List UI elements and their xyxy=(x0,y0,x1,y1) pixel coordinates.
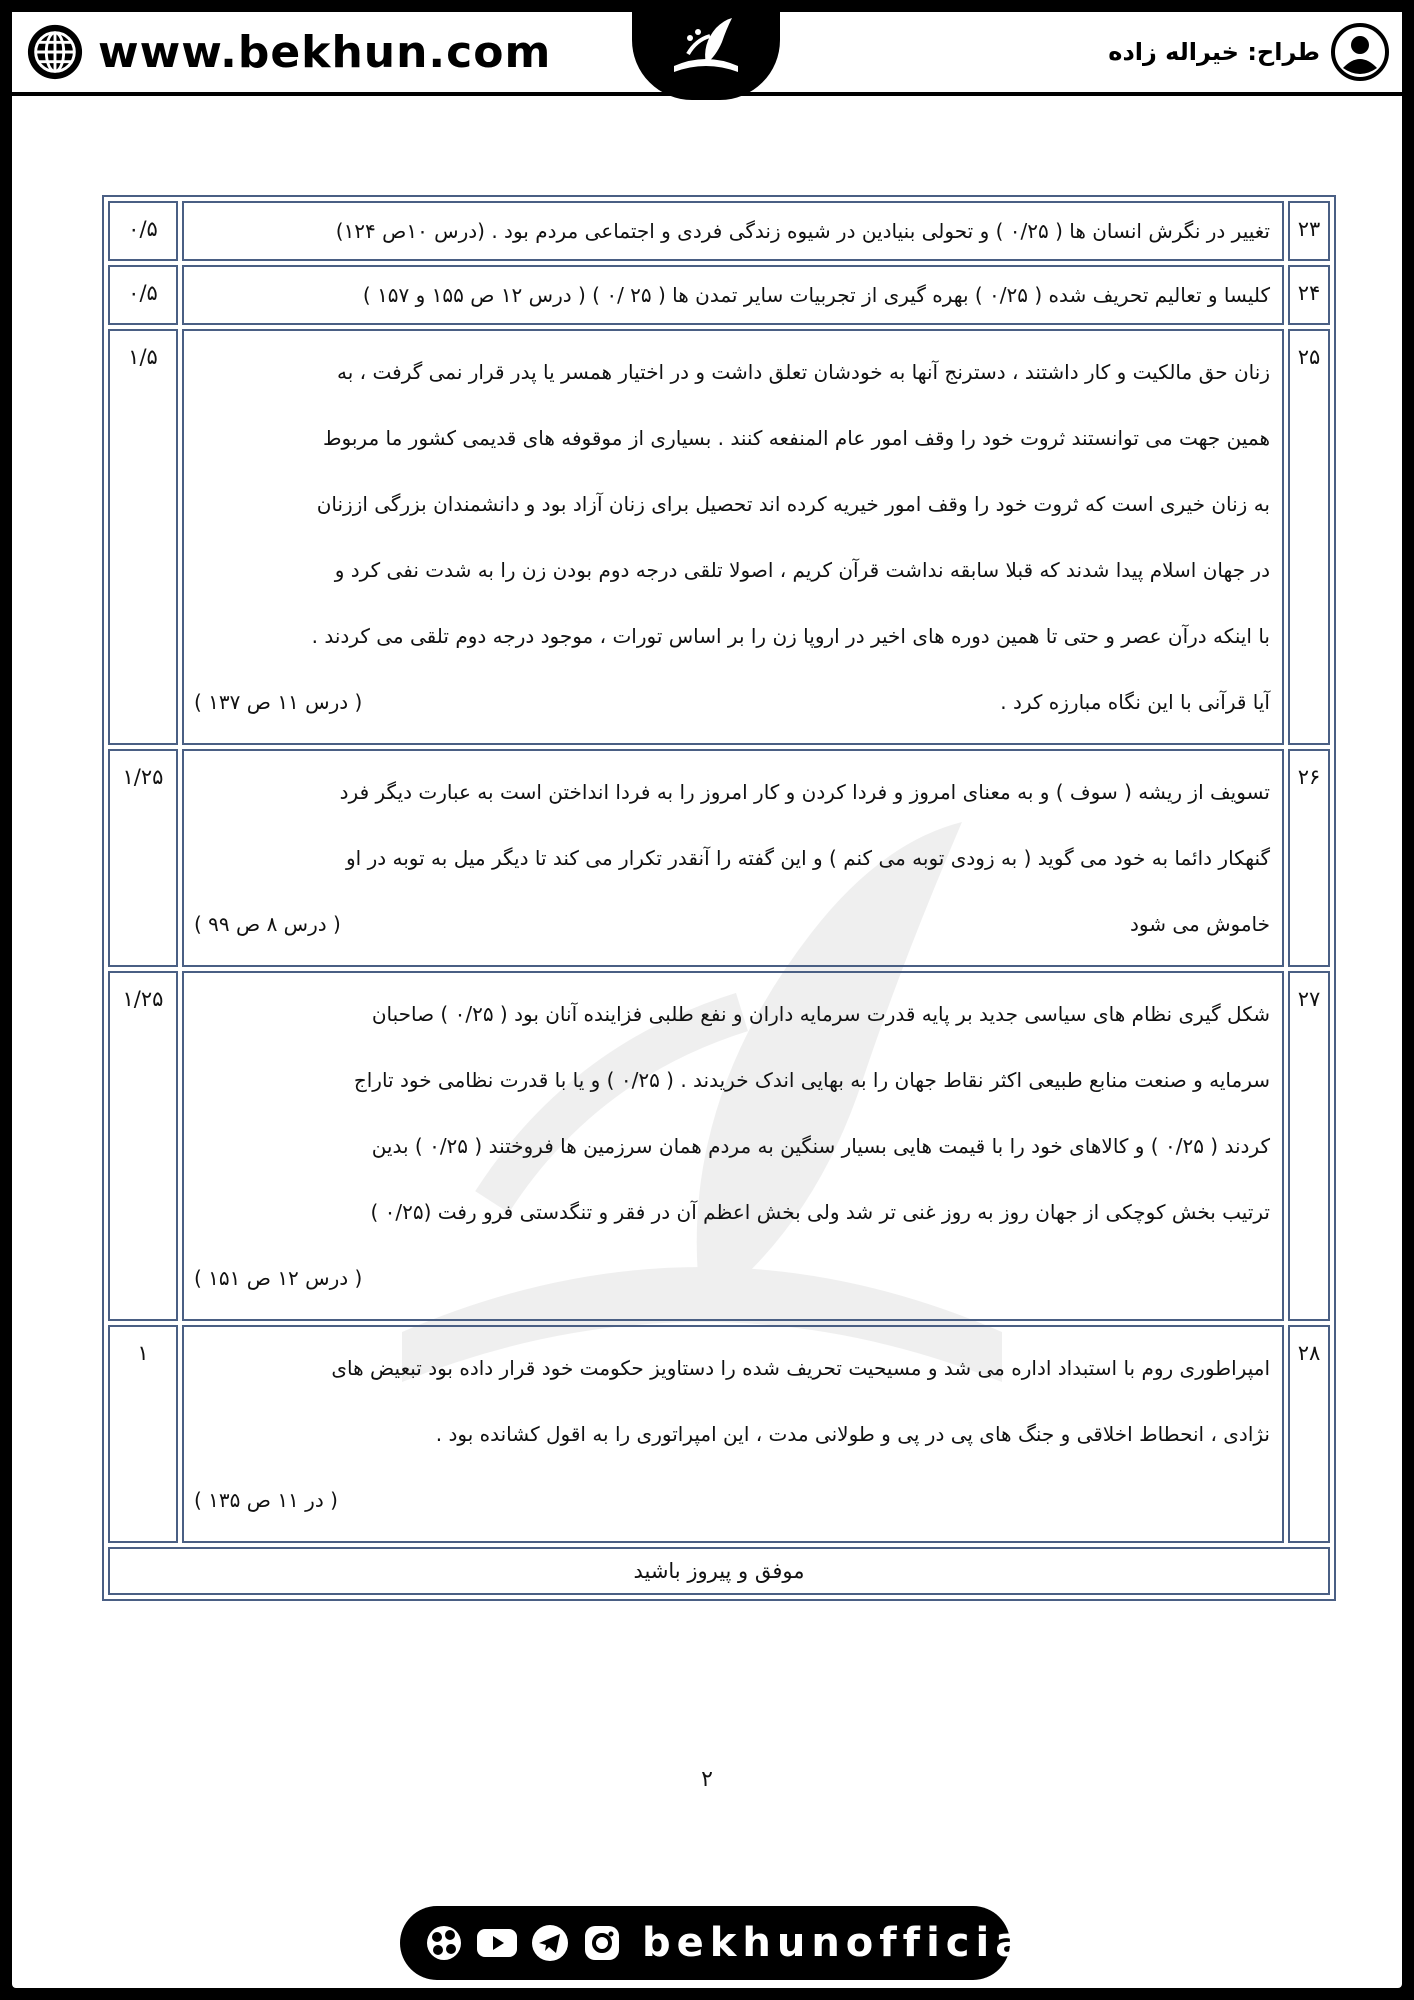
social-bar xyxy=(400,1906,1048,1980)
user-avatar-icon xyxy=(1330,22,1390,82)
header xyxy=(12,12,1402,96)
book-logo-icon xyxy=(666,14,746,86)
question-number: ۲۴ xyxy=(1288,265,1330,325)
page xyxy=(12,12,1402,1988)
instagram-icon[interactable] xyxy=(580,1921,624,1965)
answer-line: آیا قرآنی با این نگاه مبارزه کرد . xyxy=(1000,690,1270,714)
table-row xyxy=(108,329,1330,745)
question-number: ۲۵ xyxy=(1288,329,1330,745)
answer-line: کلیسا و تعالیم تحریف شده ( ۰/۲۵ ) بهره گیری از تجربیات سایر تمدن ها ( ۲۵ /۰ ) ( درس ۱۲ ص ۱۵۵ و ۱۵۷ ) xyxy=(362,283,1270,307)
website-link[interactable] xyxy=(26,22,551,82)
reference-line xyxy=(194,1245,1270,1311)
answer-line: گنهکار دائما به خود می گوید ( به زودی توبه می کنم ) و این گفته را آنقدر تکرار می کند تا دیگر میل به توبه در او xyxy=(346,846,1270,870)
answer-text xyxy=(182,1325,1284,1543)
social-handle[interactable]: bekhunofficial xyxy=(642,1920,1048,1966)
answer-line: شکل گیری نظام های سیاسی جدید بر پایه قدرت سرمایه داران و نفع طلبی فزاینده آنان بود ( ۰/۲۵ ) صاحبان xyxy=(371,1002,1270,1026)
closing-message: موفق و پیروز باشید xyxy=(108,1547,1330,1595)
youtube-icon[interactable] xyxy=(474,1921,520,1965)
aparat-icon[interactable] xyxy=(422,1921,466,1965)
table-row xyxy=(108,1547,1330,1595)
score: ۱/۵ xyxy=(108,329,178,745)
answer-text xyxy=(182,329,1284,745)
question-number: ۲۷ xyxy=(1288,971,1330,1321)
designer-info xyxy=(1108,22,1390,82)
table-row xyxy=(108,201,1330,261)
answer-line: ترتیب بخش کوچکی از جهان روز به روز غنی تر شد ولی بخش اعظم آن در فقر و تنگدستی فرو رفت (۰/۲۵ ) xyxy=(370,1200,1270,1224)
reference-line xyxy=(194,669,1270,735)
telegram-icon[interactable] xyxy=(528,1921,572,1965)
brand-logo xyxy=(632,0,780,100)
answer-line: خاموش می شود xyxy=(1129,912,1270,936)
reference-line xyxy=(194,891,1270,957)
answer-line: تغییر در نگرش انسان ها ( ۰/۲۵ ) و تحولی بنیادین در شیوه زندگی فردی و اجتماعی مردم بود . (درس ۱۰ص ۱۲۴) xyxy=(335,219,1270,243)
answer-key-table xyxy=(102,195,1336,1601)
answer-line: با اینکه درآن عصر و حتی تا همین دوره های اخیر در اروپا زن را بر اساس تورات ، موجود درجه دوم تلقی می کردند . xyxy=(311,624,1270,648)
answer-line: همین جهت می توانستند ثروت خود را وقف امور عام المنفعه کنند . بسیاری از موقوفه های قدیمی کشور ما مربوط xyxy=(323,426,1270,450)
table-row xyxy=(108,749,1330,967)
answer-text xyxy=(182,749,1284,967)
lesson-reference: ( درس ۱۱ ص ۱۳۷ ) xyxy=(194,690,363,714)
question-number: ۲۸ xyxy=(1288,1325,1330,1543)
answer-text xyxy=(182,265,1284,325)
table-row xyxy=(108,265,1330,325)
question-number: ۲۶ xyxy=(1288,749,1330,967)
answer-line: تسویف از ریشه ( سوف ) و به معنای امروز و فردا کردن و کار امروز را به فردا انداختن است به عبارت دیگر فرد xyxy=(339,780,1270,804)
answer-line: سرمایه و صنعت منابع طبیعی اکثر نقاط جهان را به بهایی اندک خریدند . ( ۰/۲۵ ) و یا با قدرت نظامی خود تاراج xyxy=(353,1068,1270,1092)
score: ۱ xyxy=(108,1325,178,1543)
answer-line: کردند ( ۰/۲۵ ) و کالاهای خود را با قیمت هایی بسیار سنگین به مردم همان سرزمین ها فروختند ( ۰/۲۵ ) بدین xyxy=(371,1134,1270,1158)
answer-line: زنان حق مالکیت و کار داشتند ، دسترنج آنها به خودشان تعلق داشت و در اختیار همسر یا پدر قرار نمی گرفت ، به xyxy=(337,360,1270,384)
social-icons xyxy=(422,1921,632,1965)
designer-name: طراح: خیراله زاده xyxy=(1108,38,1320,66)
table-row xyxy=(108,971,1330,1321)
lesson-reference: ( درس ۱۲ ص ۱۵۱ ) xyxy=(194,1266,363,1290)
score: ۰/۵ xyxy=(108,265,178,325)
lesson-reference: ( در ۱۱ ص ۱۳۵ ) xyxy=(194,1488,338,1512)
score: ۰/۵ xyxy=(108,201,178,261)
answer-line: نژادی ، انحطاط اخلاقی و جنگ های پی در پی و طولانی مدت ، این امپراتوری را به اقول کشانده بود . xyxy=(435,1422,1270,1446)
globe-icon xyxy=(26,23,84,81)
score: ۱/۲۵ xyxy=(108,749,178,967)
lesson-reference: ( درس ۸ ص ۹۹ ) xyxy=(194,912,341,936)
table-row xyxy=(108,1325,1330,1543)
score: ۱/۲۵ xyxy=(108,971,178,1321)
answer-line: امپراطوری روم با استبداد اداره می شد و مسیحیت تحریف شده را دستاویز حکومت خود قرار داده بود تبعیض های xyxy=(331,1356,1270,1380)
answer-text xyxy=(182,201,1284,261)
reference-line xyxy=(194,1467,1270,1533)
website-text: www.bekhun.com xyxy=(98,26,552,78)
answer-text xyxy=(182,971,1284,1321)
answer-line: به زنان خیری است که ثروت خود را وقف امور خیریه کرده اند تحصیل برای زنان آزاد بود و دانشمندان بزرگی اززنان xyxy=(316,492,1270,516)
question-number: ۲۳ xyxy=(1288,201,1330,261)
answer-line: در جهان اسلام پیدا شدند که قبلا سابقه نداشت قرآن کریم ، اصولا تلقی درجه دوم بودن زن را به شدت نفی کرد و xyxy=(334,558,1270,582)
page-number: ۲ xyxy=(701,1767,713,1792)
